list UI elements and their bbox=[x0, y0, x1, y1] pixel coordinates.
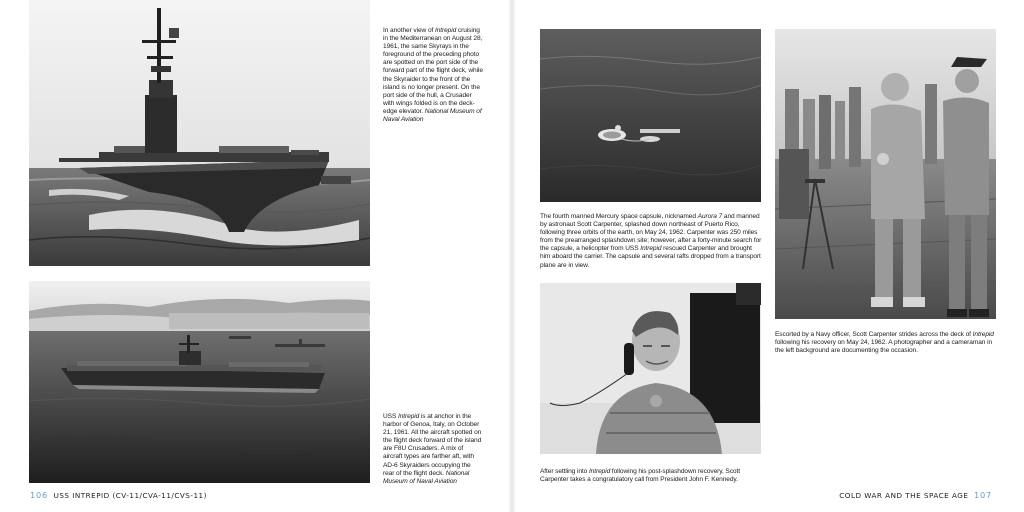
photo-carrier-cruising bbox=[29, 0, 370, 266]
caption-carrier-genoa: USS Intrepid is at anchor in the harbor of Genoa, Italy, on October 21, 1961. All the aircraft spotted on the flight deck forward of the island are F8U Crusaders. A mix of aircraft types are farther aft, with AD-6 Skyraiders occupying the rear of the flight deck. National Museum of Naval Aviation bbox=[383, 413, 482, 485]
photo-carpenter-phone-call bbox=[540, 283, 761, 454]
right-page-number: 107 bbox=[973, 490, 992, 500]
left-page-number: 106 bbox=[30, 490, 49, 500]
caption-splashdown: The fourth manned Mercury space capsule, nicknamed Aurora 7 and manned by astronaut Scott Carpenter, splashed down northeast of Puerto Rico, following three orbits of the earth, on May 24, 1962. Carpenter was 250 miles from the prearranged splashdown site; however, after a forty-minute search for the capsule, a helicopter from USS Intrepid rescued Carpenter and brought him aboard the carrier. The capsule and several rafts dropped from a transport plane are in view. bbox=[540, 213, 762, 269]
caption-carrier-cruising: In another view of Intrepid cruising in the Mediterranean on August 28, 1961, the same Skyrays in the foreground of the preceding photo are spotted on the port side of the forward part of the flight deck, while the Skyraider to the front of the island is no longer present. On the port side of the hull, a Crusader with wings folded is on the deck-edge elevator. National Museum of Naval Aviation bbox=[383, 27, 483, 124]
photo-carrier-genoa-harbor bbox=[29, 281, 370, 483]
caption-phone-call: After settling into Intrepid following his post-splashdown recovery, Scott Carpenter takes a congratulatory call from President John F. Kennedy. bbox=[540, 468, 740, 484]
left-page-folio bbox=[30, 490, 207, 500]
caption-escorted: Escorted by a Navy officer, Scott Carpenter strides across the deck of Intrepid following his recovery on May 24, 1962. A photographer and a cameraman in the left background are documenting the occasion. bbox=[775, 331, 994, 355]
left-running-head: USS INTREPID (CV-11/CVA-11/CVS-11) bbox=[53, 491, 207, 500]
right-running-head: COLD WAR AND THE SPACE AGE bbox=[839, 491, 969, 500]
right-page-folio bbox=[839, 490, 992, 500]
photo-capsule-splashdown bbox=[540, 29, 761, 202]
photo-carpenter-escorted bbox=[775, 29, 996, 319]
book-gutter bbox=[508, 0, 516, 512]
